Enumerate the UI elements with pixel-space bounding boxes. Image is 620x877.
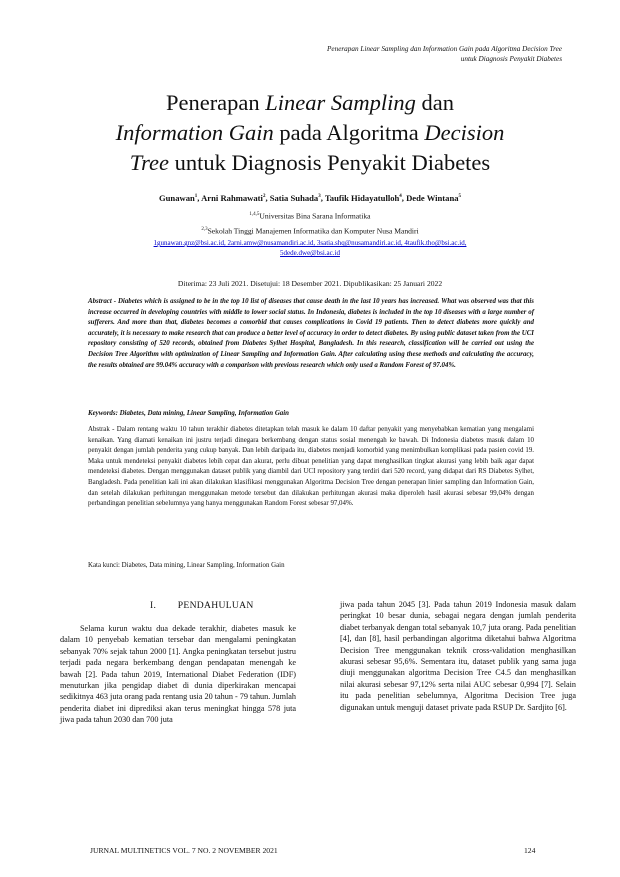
body-column-left bbox=[60, 623, 296, 726]
author-emails[interactable] bbox=[86, 238, 534, 258]
title-part: Penerapan bbox=[165, 90, 266, 115]
author-index: 4 bbox=[399, 194, 402, 200]
email-line-2[interactable]: 5dede.dwe@bsi.ac.id bbox=[280, 249, 340, 257]
author-list bbox=[40, 193, 580, 203]
body-paragraph: jiwa pada tahun 2045 [3]. Pada tahun 2019 Indonesia masuk dalam peringkat 10 besar dunia, sebagai negara dengan jumlah penderita diabet terbanyak dengan total sebanyak 10,7 juta orang. Pada penelitian [4], dan [8], hasil perbandingan algoritma diketahui bahwa Algoritma Decision Tree menggunakan teknik cross-validation menghasilkan akurasi sebesar 95,6%. Sementara itu, dataset publik yang sama juga diuji menggunakan algoritma Decision Tree C4.5 dan menghasilkan nilai akurasi sebesar 97,12% serta nilai AUC sebesar 0,994 [7]. Selain itu pada penelitian sebelumnya, Algoritma Decision Tree juga digunakan untuk menguji dataset private pada RSUP Dr. Sardjito [6]. bbox=[340, 600, 576, 712]
running-head-line-1: Penerapan Linear Sampling dan Information Gain pada Algoritma Decision Tree bbox=[327, 45, 562, 53]
running-head-line-2: untuk Diagnosis Penyakit Diabetes bbox=[460, 55, 562, 63]
author-name: , Dede Wintana bbox=[401, 193, 459, 203]
title-part-italic: Linear Sampling bbox=[265, 90, 416, 115]
title-part-italic: Information Gain bbox=[115, 120, 274, 145]
author-index: 1 bbox=[194, 194, 198, 200]
title-part: pada Algoritma bbox=[273, 120, 425, 145]
running-head bbox=[202, 44, 562, 64]
footer-page-number: 124 bbox=[524, 846, 536, 855]
body-column-right bbox=[340, 599, 576, 713]
author-index: 5 bbox=[458, 194, 462, 200]
body-paragraph: Selama kurun waktu dua dekade terakhir, diabetes masuk ke dalam 10 penyebab kematian tersebar dan mengalami peningkatan sebanyak 70% sejak tahun 2000 [1]. Angka peningkatan tersebut justru terjadi pada negara berkembang dengan pendapatan menengah ke bawah [2]. Pada tahun 2019, International Diabet Federation (IDF) menuturkan jika pengidap diabet di dunia diperkirakan mencapai sedikitnya 463 juta orang pada rentang usia 20 tahun - 79 tahun. Jumlah penderita diabet ini diprediksi akan terus meningkat hingga 578 juta jiwa pada tahun 2030 dan 700 juta bbox=[60, 624, 296, 725]
author-name: , Satia Suhada bbox=[265, 193, 319, 203]
title-part: untuk Diagnosis Penyakit Diabetes bbox=[168, 150, 491, 175]
author-name: , Taufik Hidayatulloh bbox=[320, 193, 400, 203]
author-name: , Arni Rahmawati bbox=[197, 193, 263, 203]
affiliation-index: 2,3 bbox=[201, 227, 208, 232]
affiliation-2 bbox=[40, 224, 580, 237]
affiliation-text: Universitas Bina Sarana Informatika bbox=[259, 211, 371, 221]
keywords-english: Keywords: Diabetes, Data mining, Linear Sampling, Information Gain bbox=[88, 410, 290, 417]
affiliation-index: 1,4,5 bbox=[249, 212, 260, 217]
affiliation-text: Sekolah Tinggi Manajemen Informatika dan Komputer Nusa Mandiri bbox=[207, 226, 419, 236]
title-part-italic: Tree bbox=[129, 150, 169, 175]
abstract-indonesian: Abstrak - Dalam rentang waktu 10 tahun terakhir diabetes ditetapkan telah masuk ke dalam 10 daftar penyakit yang menyebabkan kematian yang mengalami kenaikan. Yang diamati kenaikan ini justru terjadi dinegara berkembang dengan status sosial menengah ke bawah. Di Indonesia diabetes masuk dalam 10 penyakit dengan jumlah penderita yang cukup banyak. Dan lebih daripada itu, diabetes menjadi komorbid yang menimbulkan komplikasi pada pasien covid 19. Maka untuk mendeteksi penyakit diabetes lebih cepat dan akurat, perlu dibuat penelitian yang dapat menghasilkan tingkat akurasi yang lebih baik agar dapat mendeteksi diabetes. Dengan menggunakan dataset publik yang diambil dari UCI repository yang terdiri dari 520 record, yang didapat dari RS Diabetes Sylhet, Bangladesh. Pada penelitian kali ini akan dilakukan klasifikasi menggunakan Algoritma Decision Tree dengan penerapan linier sampling dan Information Gain, dan setelah dilakukan perhitungan menggunakan metode tersebut dan dilakukan perhitungan akurasi maka diperoleh hasil akurasi sebesar 99,04% dengan perbandingan penelitian sebelumnya yang hanya menggunakan Random Forest sebesar 97,04%. bbox=[88, 426, 534, 508]
title-part-italic: Decision bbox=[424, 120, 505, 145]
section-heading: I. PENDAHULUAN bbox=[150, 600, 254, 611]
email-line-1[interactable]: 1gunawan.gnz@bsi.ac.id, 2arni.amw@nusamandiri.ac.id, 3satia.shq@nusamandiri.ac.id, 4taufik.tho@bsi.ac.id, bbox=[153, 239, 467, 247]
keywords-indonesian: Kata kunci: Diabetes, Data mining, Linear Sampling, Information Gain bbox=[88, 562, 285, 569]
author-index: 2 bbox=[262, 194, 266, 200]
abstract-english: Abstract - Diabetes which is assigned to be in the top 10 list of diseases that cause death in the last 10 years has increased. What was observed was that this increase occurred in developing countries with middle to lower social status. In Indonesia, diabetes is included in the top 10 diseases with a large number of sufferers. And more than that, diabetes becomes a comorbid that causes complications in Covid 19 patients. Then to detect diabetes more quickly and accurately, it is necessary to make research that can produce a better level of accuracy in order to detect diabetes. By using public dataset taken from the UCI repository consisting of 520 records, obtained from Diabetes Sylhet Hospital, Bangladesh. In this research, classification will be carried out using the Decision Tree Algorithm with optimization of Linear Sampling and Information Gain. After calculating using these methods and calculating the accuracy, the results obtained are 99.04% accuracy with a comparison with previous research which only used a Random Forest of 97.04%. bbox=[88, 298, 534, 369]
footer-journal: JURNAL MULTINETICS VOL. 7 NO. 2 NOVEMBER 2021 bbox=[90, 846, 278, 855]
affiliation-1 bbox=[40, 209, 580, 222]
author-index: 3 bbox=[318, 194, 321, 200]
title-part: dan bbox=[415, 90, 455, 115]
paper-title bbox=[60, 88, 560, 178]
publication-dates: Diterima: 23 Juli 2021. Disetujui: 18 Desember 2021. Dipublikasikan: 25 Januari 2022 bbox=[177, 279, 443, 288]
author-name: Gunawan bbox=[158, 193, 195, 203]
